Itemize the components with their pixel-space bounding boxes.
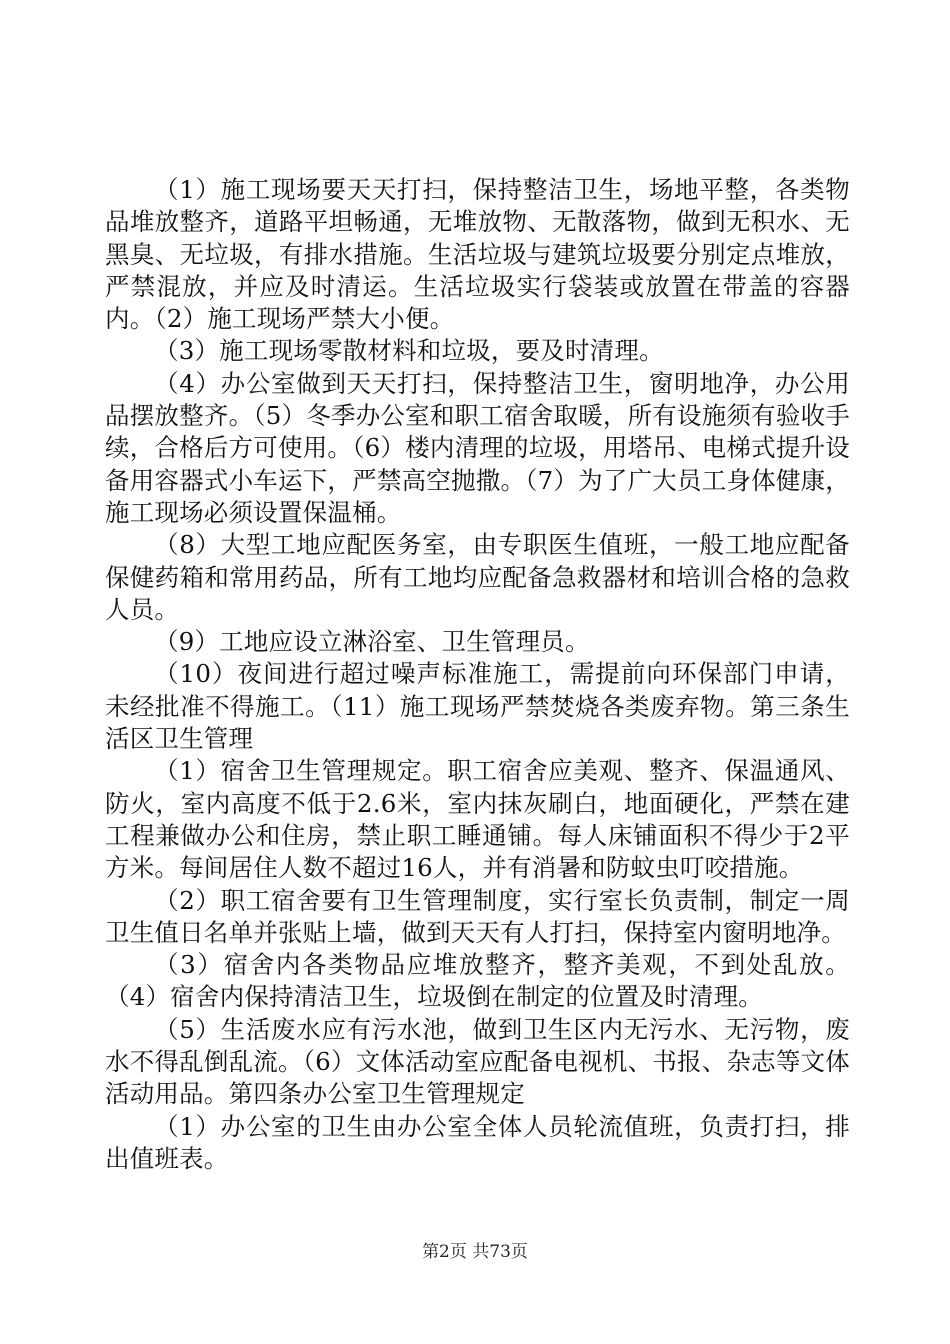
page-number-label: 第2页 共73页: [422, 1242, 528, 1262]
paragraph-2: （3）施工现场零散材料和垃圾，要及时清理。: [154, 336, 664, 366]
paragraph-10: （5）生活废水应有污水池，做到卫生区内无污水、无污物，废水不得乱倒乱流。（6）文体活动室应配备电视机、书报、杂志等文体活动用品。第四条办公室卫生管理规定: [105, 1014, 850, 1109]
paragraph-9: （3）宿舍内各类物品应堆放整齐，整齐美观，不到处乱放。（4）宿舍内保持清洁卫生，垃圾倒在制定的位置及时清理。: [105, 950, 850, 1012]
paragraph-8: （2）职工宿舍要有卫生管理制度，实行室长负责制，制定一周卫生值日名单并张贴上墙，做到天天有人打扫，保持室内窗明地净。: [105, 885, 850, 947]
paragraph-1: （1）施工现场要天天打扫，保持整洁卫生，场地平整，各类物品堆放整齐，道路平坦畅通，无堆放物、无散落物，做到无积水、无黑臭、无垃圾，有排水措施。生活垃圾与建筑垃圾要分别定点堆放，严禁混放，并应及时清运。生活垃圾实行袋装或放置在带盖的容器内。（2）施工现场严禁大小便。: [105, 175, 850, 334]
document-body: [105, 174, 850, 1175]
paragraph-6: （10）夜间进行超过噪声标准施工，需提前向环保部门申请，未经批准不得施工。（11）施工现场严禁焚烧各类废弃物。第三条生活区卫生管理: [105, 659, 850, 754]
paragraph-4: （8）大型工地应配医务室，由专职医生值班，一般工地应配备保健药箱和常用药品，所有工地均应配备急救器材和培训合格的急救人员。: [105, 530, 850, 624]
page-footer: [0, 1241, 950, 1263]
paragraph-11: （1）办公室的卫生由办公室全体人员轮流值班，负责打扫，排出值班表。: [105, 1111, 850, 1173]
paragraph-5: （9）工地应设立淋浴室、卫生管理员。: [154, 627, 590, 657]
paragraph-7: （1）宿舍卫生管理规定。职工宿舍应美观、整齐、保温通风、防火，室内高度不低于2.6米，室内抹灰刷白，地面硬化，严禁在建工程兼做办公和住房，禁止职工睡通铺。每人床铺面积不得少于2平方米。每间居住人数不超过16人，并有消暑和防蚊虫叮咬措施。: [105, 756, 850, 883]
paragraph-3: （4）办公室做到天天打扫，保持整洁卫生，窗明地净，办公用品摆放整齐。（5）冬季办公室和职工宿舍取暖，所有设施须有验收手续，合格后方可使用。（6）楼内清理的垃圾，用塔吊、电梯式提升设备用容器式小车运下，严禁高空抛撒。（7）为了广大员工身体健康，施工现场必须设置保温桶。: [105, 368, 850, 527]
